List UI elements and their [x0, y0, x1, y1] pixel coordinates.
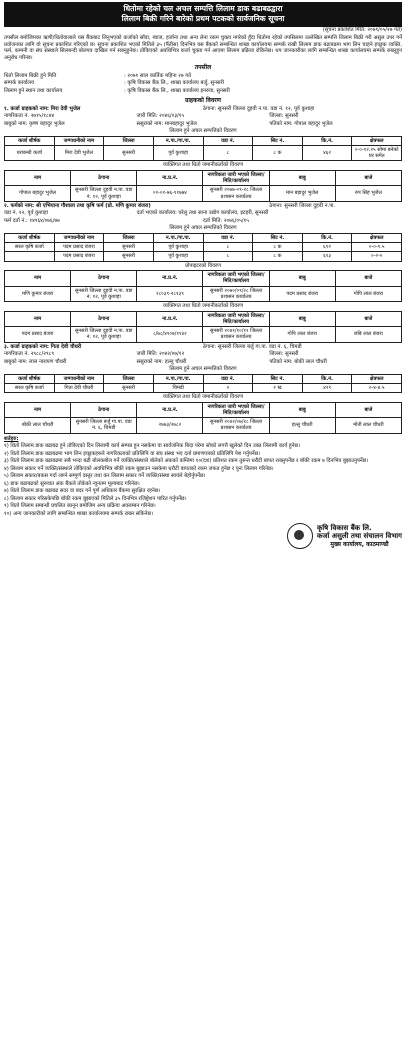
column-header: जिल्ला — [104, 136, 154, 145]
column-header: कर्जा शीर्षक — [5, 233, 55, 242]
table-cell: २७७३/२७८२ — [137, 418, 203, 434]
column-header: जिल्ला — [104, 233, 154, 242]
table-cell: सुनसरी २०४१/१०/११ जिल्ला प्रशासन कार्यालय — [203, 327, 269, 343]
auction-date-row: धितो लिलाम बिक्री हुने मिति : २०७१ साल कार्तिक महिना २७ गते — [4, 72, 192, 79]
table-cell: मान बहादुर भुजेल — [269, 186, 335, 202]
table-cell: पदम प्रसाद बंजरा — [269, 286, 335, 302]
person-header-row — [5, 271, 402, 287]
column-header: ना.प्र.नं. — [137, 311, 203, 327]
borrower2-header: २. फर्मको नाम: श्री एभियाना गौशाला तथा कृषि फर्म (प्रो. मणि कुमार बंजरा) ठेगाना: सुनसरी जिल्ला दुहवी न.पा. — [4, 202, 336, 209]
condition-item: १) धितो लिलाम डाक बढाबढ हुने तोकिएको दिन लिलामी कार्य सम्पन्न हुन नसकेमा वा सार्वजनिक बिदा परेमा सोको लगत्तै खुलेको दिन उक्त लिलामी कार्य हुनेछ। — [4, 443, 301, 449]
notice-page — [4, 0, 402, 549]
table-cell: ०-४-४.५ — [352, 383, 402, 392]
table-cell: सुनसरी २०७०/०९/२८ जिल्ला प्रशासन कार्यालय — [203, 286, 269, 302]
table-cell: ०१-०१-७६-११७७४ — [137, 186, 203, 202]
person-header-row — [5, 311, 402, 327]
condition-item: ९) धितो लिलाम सम्बन्धी प्रचलित कानून बमोजिम अन्य प्रक्रिया अवलम्बन गरिनेछ। — [4, 503, 156, 509]
column-header: वडा नं. — [203, 374, 253, 383]
table-cell: धराबन्धी कर्जा — [5, 145, 55, 161]
column-header: ठेगाना — [71, 311, 137, 327]
footer-office: मुख्य कार्यालय, काठमाण्डौ — [330, 541, 389, 548]
table-cell: पूर्व कुशाहा — [153, 243, 203, 252]
table-cell: मिरा देवी भुजेल — [54, 145, 104, 161]
table-cell: ८ क — [253, 243, 303, 252]
table-cell: रुप सिंह भुजेल — [335, 186, 401, 202]
table-cell: बोकी लाल चौधरी — [5, 418, 71, 434]
guarantor-details-label: व्यक्तिगत तथा धितो जमानीकर्ताको विवरण — [163, 303, 243, 309]
table-cell: सरल कृषि कर्जा — [5, 243, 55, 252]
banner-line-2: लिलाम बिक्री गरिने बारेको प्रथम पटकको सार्वजनिक सूचना — [121, 14, 285, 24]
column-header: जिल्ला — [104, 374, 154, 383]
conditions-title: शर्तहरु: — [4, 435, 19, 442]
borrower2-proprietor-table — [4, 270, 402, 302]
column-header: नागरिकता जारी भएको जिल्ला/मिति/कार्यालय — [203, 170, 269, 186]
asset-header-row — [5, 374, 402, 383]
column-header: नाम — [5, 402, 71, 418]
column-header: नागरिकता जारी भएको जिल्ला/मिति/कार्यालय — [203, 271, 269, 287]
proprietor-details-label: प्रोपाइटरको विवरण — [185, 262, 221, 269]
column-header: कि.नं. — [302, 136, 352, 145]
table-cell: २ ख — [253, 383, 303, 392]
borrower3-family: बाबुको नाम: लाल नारायण चौधरी ससुराको नाम: हल्लु चौधरी पतिको नाम: बोकी लाल चौधरी — [4, 358, 327, 365]
condition-item: ८) लिलाम सकार गरिसकेपछि बाँकी रकम बुझाएको मितिले ३५ दिनभित्र रजिष्ट्रेशन पारित गर्नुपर्नेछ। — [4, 495, 187, 502]
table-cell: ८ क — [253, 252, 303, 261]
bank-logo-icon — [287, 523, 313, 549]
footer-signature — [4, 523, 402, 549]
condition-item: ६) डाक बढाबढको सुरुवात अंक बैंकले तोकेको न्यूनतम मूल्यबाट गरिनेछ। — [4, 480, 140, 487]
notice-banner — [4, 2, 402, 27]
column-header: क्षेत्रफल — [352, 374, 402, 383]
borrower2-assets-table — [4, 233, 402, 262]
column-header: नागरिकता जारी भएको जिल्ला/मिति/कार्यालय — [203, 311, 269, 327]
table-row — [5, 383, 402, 392]
column-header: बाजे — [335, 311, 401, 327]
table-cell: पूर्व कुशाहा — [153, 145, 203, 161]
borrower1-header: १. कर्जा ग्राहकको नाम: मिरा देवी भुजेल ठेगाना: सुनसरी जिल्ला दुहवी न.पा. वडा नं. १२, पूर्व कुशाहा — [4, 105, 315, 112]
column-header: क्षेत्रफल — [352, 136, 402, 145]
borrower3-assets-table — [4, 374, 402, 394]
table-row — [5, 418, 402, 434]
person-header-row — [5, 170, 402, 186]
table-row — [5, 145, 402, 161]
borrower-details-title: ग्राहकको विवरण — [184, 97, 221, 104]
table-cell: सुनसरी — [104, 145, 154, 161]
column-header: न.पा./गा.पा. — [153, 136, 203, 145]
borrower1-guarantors-table — [4, 170, 402, 202]
column-header: ना.प्र.नं. — [137, 402, 203, 418]
borrower1-citizenship: नागरिकता नं. २७१५/१८४४ जारी मिति: २०४६/०३/१५ जिल्ला: सुनसरी — [4, 113, 299, 119]
column-header: वडा नं. — [203, 136, 253, 145]
guarantor-details-label: व्यक्तिगत तथा धितो जमानीकर्ताको विवरण — [163, 162, 243, 169]
intro-paragraph: तपसील बमोजिमका ऋणी/धितोवालाले यस बैंकबाट लिनुभएको कर्जाको साँवा, ब्याज, हर्जाना तथा अन्य लेना रकम चुक्ता नगरेको हुँदा धितोमा रहेको तपसिलमा उल्लेखित सम्पत्ति लिलाम बिक्री गरी असुल उपर गर्ने प्रयोजनका लागि यो सूचना प्रकाशित गरिएको छ। सूचना प्रकाशित भएको मितिले ३५ (पैंतीस) दिनभित्र यस बैंकको सम्बन्धित शाखा कार्यालयमा सम्पर्क राखी लिलाम डाक बढाबढमा भाग लिन चाहने इच्छुक व्यक्ति, फर्म, कम्पनी वा संघ संस्थाले सिलबन्दी बोलपत्र दाखिल गर्न सक्नुहुनेछ। तोकिएको अवधिभित्र कर्जा चुक्ता गर्न आएमा लिलाम प्रक्रिया रोकिनेछ। थप जानकारीका लागि सम्बन्धित शाखा कार्यालयमा सम्पर्क राख्नुहुन अनुरोध गरिन्छ। — [4, 35, 402, 61]
table-cell: सुनसरी जिल्ला बर्जु गा.पा. वडा नं. ६, चिमडी — [71, 418, 137, 434]
table-row — [5, 186, 402, 202]
table-cell: २८०३९-२८१३९ — [137, 286, 203, 302]
table-cell: ६१३ — [302, 252, 352, 261]
column-header: बाजे — [335, 271, 401, 287]
borrower2-guarantors-table — [4, 311, 402, 343]
conditions-section — [4, 436, 402, 518]
table-row — [5, 327, 402, 343]
column-header: ना.प्र.नं. — [137, 271, 203, 287]
table-cell: चिमडी — [153, 383, 203, 392]
table-cell: सुनसरी जिल्ला दुहवी न.पा. वडा नं. १२, पूर्व कुशाहा — [71, 286, 137, 302]
column-header: ना.प्र.नं. — [137, 170, 203, 186]
contact-office-row: सम्पर्क कार्यालय : कृषि विकास बैंक लि., शाखा कार्यालय बर्जु, सुनसरी — [4, 80, 224, 86]
table-cell: ८ — [203, 145, 253, 161]
asset-header-row — [5, 136, 402, 145]
table-cell: २ — [203, 383, 253, 392]
column-header: कि.नं. — [302, 233, 352, 242]
column-header: सिट नं. — [253, 374, 303, 383]
condition-item: २) धितो लिलाम डाक बढाबढमा भाग लिन इच्छुकहरुले नागरिकताको प्रतिलिपि वा संघ संस्था भए दर्ता प्रमाणपत्रको प्रतिलिपि पेश गर्नुपर्नेछ। — [4, 450, 261, 457]
borrower3-header: ३. कर्जा ग्राहकको नाम: गिता देवी चौधरी ठेगाना: सुनसरी जिल्ला बर्जु गा.पा. वडा नं. ६, चिमडी — [4, 343, 302, 350]
column-header: सिट नं. — [253, 136, 303, 145]
borrower2-registration: वडा नं. १२, पूर्व कुशाहा दर्ता भएको कार्यालय: घरेलु तथा साना उद्योग कार्यालय, इटहरी, सुनसरी — [4, 210, 269, 217]
column-header: सिट नं. — [253, 233, 303, 242]
column-header: जग्गाधनीको नाम — [54, 233, 104, 242]
column-header: ठेगाना — [71, 402, 137, 418]
footer-dept: कर्जा असुली तथा संचालन विभाग — [316, 532, 402, 541]
table-cell: ८ — [203, 252, 253, 261]
asset-details-label: लिलाम हुने अचल सम्पत्तिको विवरण — [169, 225, 237, 232]
column-header: बाबु — [269, 402, 335, 418]
guarantor-details-label: व्यक्तिगत तथा धितो जमानीकर्ताको विवरण — [163, 394, 243, 400]
condition-item: ४) लिलाम सकार गर्ने व्यक्ति/संस्थाले तोकिएको अवधिभित्र बाँकी रकम बुझाउन नसकेमा धरौटी बापतको रकम जफत हुनेछ र पुनः लिलाम गरिनेछ। — [4, 465, 274, 472]
column-header: कर्जा शीर्षक — [5, 374, 55, 383]
condition-item: १०) अन्य जानकारीको लागि सम्बन्धित शाखा कार्यालयमा सम्पर्क राख्न सकिनेछ। — [4, 510, 154, 517]
condition-item: ३) धितो लिलाम डाक बढाबढमा सबै भन्दा बढी बोलकबोल गर्ने व्यक्ति/संस्थाले बोलेको अंकको कम्तिमा १०(दश) प्रतिशत रकम तुरुन्त धरौटी बापत राख्नुपर्नेछ र बाँकी रकम ७ दिनभित्र बुझाउनुपर्नेछ। — [4, 458, 369, 464]
borrower3-guarantors-table — [4, 402, 402, 434]
banner-line-1: धितोमा रहेको चल अचल सम्पत्ति लिलाम डाक बढाबढद्वारा — [123, 4, 283, 13]
table-cell: मोती लाल चौधरी — [335, 418, 401, 434]
column-header: ठेगाना — [71, 170, 137, 186]
table-cell: मणि कुमार बंजरा — [5, 286, 71, 302]
table-cell: ४६२ — [302, 145, 352, 161]
table-cell: सुनसरी जिल्ला दुहवी न.पा. वडा नं. १२, पूर्व कुशाहा — [71, 327, 137, 343]
table-cell: ८ — [203, 243, 253, 252]
column-header: नाम — [5, 170, 71, 186]
table-cell: ०-०-१२.२५ सोमा बनेको घर समेत — [352, 145, 402, 161]
column-header: बाबु — [269, 271, 335, 287]
conditions-list — [4, 443, 402, 517]
table-cell: सुनसरी २०७७-०९-२८ जिल्ला प्रशासन कार्यालय — [203, 186, 269, 202]
table-row — [5, 243, 402, 252]
publication-date: (सूचना प्रकाशित मिति: २०७१/०५/२७ गते) — [322, 26, 402, 33]
table-cell: सुनसरी जिल्ला दुहवी न.पा. वडा नं. १२, पूर्व कुशाहा — [71, 186, 137, 202]
table-cell: पदम प्रसाद बंजरा — [54, 243, 104, 252]
table-cell: ८/७८/४१०७/११४२ — [137, 327, 203, 343]
column-header: न.पा./गा.पा. — [153, 233, 203, 242]
table-cell: छबि लाल बंजरा — [335, 327, 401, 343]
borrower1-assets-table — [4, 136, 402, 162]
table-cell: सरल कृषि कर्जा — [5, 383, 55, 392]
borrower1-family: बाबुको नाम: कृष्ण बहादुर भुजेल ससुराको नाम: मानबहादुर भुजेल पतिको नाम: गोपाल बहादुर भुजेल — [4, 120, 333, 127]
column-header: ठेगाना — [71, 271, 137, 287]
table-cell: पदम प्रसाद बंजरा — [54, 252, 104, 261]
column-header: क्षेत्रफल — [352, 233, 402, 242]
table-cell — [5, 252, 55, 261]
column-header: जग्गाधनीको नाम — [54, 374, 104, 383]
footer-org: कृषि विकास बैंक लि. — [316, 523, 372, 532]
column-header: वडा नं. — [203, 233, 253, 242]
borrower2-regno: फर्म दर्ता नं.: १४९६४/०७६/७७ दर्ता मिति: २०७६/०५/१५ — [4, 217, 249, 224]
table-row — [5, 286, 402, 302]
table-cell: ०-०-१.५ — [352, 243, 402, 252]
column-header: न.पा./गा.पा. — [153, 374, 203, 383]
table-cell: गोपि लाल बंजरा — [269, 327, 335, 343]
column-header: बाजे — [335, 170, 401, 186]
table-cell: सुनसरी २०४२/०७/१८ जिल्ला प्रशासन कार्यालय — [203, 418, 269, 434]
condition-item: ५) लिलाम सकार/बकस गर्दा लाग्ने सम्पूर्ण दस्तुर तथा कर लिलाम सकार गर्ने व्यक्ति/संस्था स्वयंले बेहोर्नुपर्नेछ। — [4, 473, 206, 479]
column-header: कि.नं. — [302, 374, 352, 383]
table-cell: गिता देवी चौधरी — [54, 383, 104, 392]
column-header: बाजे — [335, 402, 401, 418]
venue-row: लिलाम हुने स्थान तथा कार्यालय : कृषि विकास बैंक लि., शाखा कार्यालय इनरुवा, सुनसरी — [4, 87, 230, 94]
table-cell: ६१२ — [302, 243, 352, 252]
column-header: नाम — [5, 271, 71, 287]
asset-header-row — [5, 233, 402, 242]
table-cell: सुनसरी — [104, 383, 154, 392]
condition-item: ७) धितो लिलाम डाक बढाबढ सदर वा बदर गर्ने पूर्ण अधिकार बैंकमा सुरक्षित रहनेछ। — [4, 488, 161, 494]
person-header-row — [5, 402, 402, 418]
asset-details-label: लिलाम हुने अचल सम्पत्तिको विवरण — [169, 128, 237, 134]
table-row — [5, 252, 402, 261]
column-header: बाबु — [269, 311, 335, 327]
table-cell: गोपाल बहादुर भुजेल — [5, 186, 71, 202]
table-cell: सुनसरी — [104, 252, 154, 261]
asset-details-label: लिलाम हुने अचल सम्पत्तिको विवरण — [169, 366, 237, 372]
table-cell: पदम प्रसाद बंजरा — [5, 327, 71, 343]
column-header: कर्जा शीर्षक — [5, 136, 55, 145]
table-cell: हल्लु चौधरी — [269, 418, 335, 434]
table-cell: ८ क — [253, 145, 303, 161]
table-cell: ४२९ — [302, 383, 352, 392]
column-header: नागरिकता जारी भएको जिल्ला/मिति/कार्यालय — [203, 402, 269, 418]
table-cell: पूर्व कुशाहा — [153, 252, 203, 261]
table-cell: सुनसरी — [104, 243, 154, 252]
column-header: जग्गाधनीको नाम — [54, 136, 104, 145]
borrower3-citizenship: नागरिकता नं. २९८८/२९८९ जारी मिति: २०४२/०७/१२ जिल्ला: सुनसरी — [4, 351, 299, 357]
table-cell: ०-२-० — [352, 252, 402, 261]
column-header: नाम — [5, 311, 71, 327]
column-header: बाबु — [269, 170, 335, 186]
table-cell: गोपि लाल बंजरा — [335, 286, 401, 302]
tapsil-title: तपसील — [194, 64, 212, 71]
